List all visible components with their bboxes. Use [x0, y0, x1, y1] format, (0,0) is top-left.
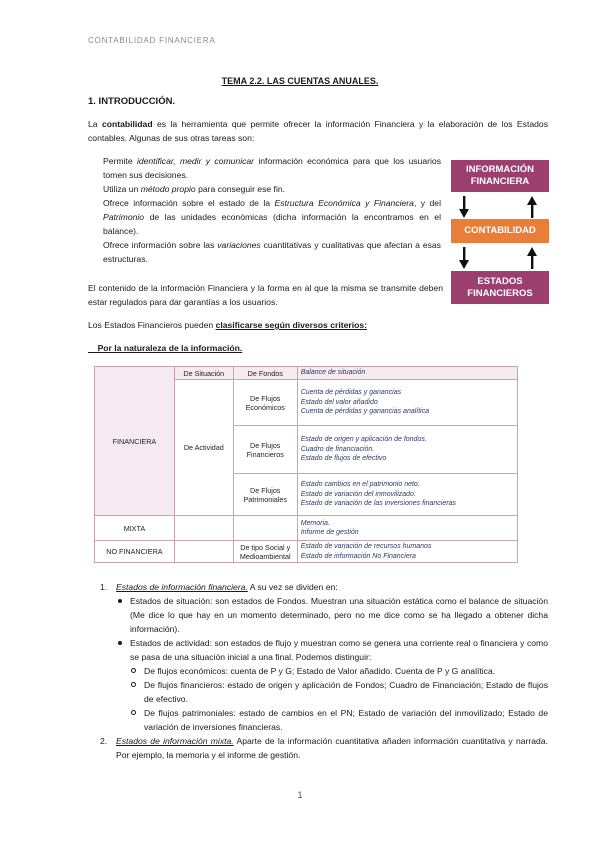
- table-cell: Balance de situación: [297, 367, 517, 380]
- table-cell: Estado de origen y aplicación de fondos. Cuadro de financiación. Estado de flujos de efectivo: [297, 426, 517, 474]
- arrow-down-icon: [459, 196, 469, 218]
- list-item: Utiliza un método propio para conseguir ese fin.: [103, 184, 286, 194]
- arrow-up-icon: [527, 247, 537, 269]
- diagram-estados-financieros-box: ESTADOS FINANCIEROS: [451, 271, 549, 304]
- table-cell: NO FINANCIERA: [95, 541, 175, 563]
- table-cell: Cuenta de pérdidas y ganancias Estado del valor añadido Cuenta de pérdidas y ganancias analítica: [297, 380, 517, 426]
- table-cell: MIXTA: [95, 516, 175, 541]
- tasks-list: [103, 154, 441, 266]
- list-item: Estados de actividad: son estados de flujo y muestran como se genera una corriente real o financiera y como se pasa de una situación inicial a una final. Podemos distinguir:: [100, 636, 548, 664]
- table-cell: De Actividad: [174, 380, 233, 516]
- subheading-naturaleza: Por la naturaleza de la información.: [97, 343, 243, 353]
- table-cell: [174, 516, 233, 541]
- table-cell: [174, 541, 233, 563]
- classification-paragraph: Los Estados Financieros pueden clasificarse según diversos criterios:: [88, 320, 367, 330]
- table-cell: [233, 516, 297, 541]
- list-item: Ofrece información sobre el estado de la Estructura Económica y Financiera, y del Patrimonio de las unidades económicas (dicha información la encontramos en el balance).: [103, 198, 441, 236]
- table-cell: Memoria. Informe de gestión: [297, 516, 517, 541]
- diagram-info-financiera-box: INFORMACIÓN FINANCIERA: [451, 160, 549, 192]
- list-item: De flujos financieros: estado de origen y aplicación de Fondos; Cuadro de Financiación; Estado de flujos de efectivo.: [100, 678, 548, 706]
- arrow-down-icon: [459, 247, 469, 269]
- table-cell: Estado de variación de recursos humanos Estado de información No Financiera: [297, 541, 517, 563]
- table-cell: Estado cambios en el patrimonio neto. Estado de variación del inmovilizado. Estado de variación de las inversiones financieras: [297, 474, 517, 516]
- table-cell: De Flujos Económicos: [233, 380, 297, 426]
- page-number: 1: [297, 790, 303, 800]
- arrow-up-icon: [527, 196, 537, 218]
- statements-list: [100, 580, 548, 762]
- section-heading: 1. INTRODUCCIÓN.: [88, 96, 176, 107]
- regulation-paragraph: El contenido de la información Financiera y la forma en al que la misma se transmite deben estar regulados para dar garantías a los usuarios.: [88, 283, 443, 307]
- list-item: 2. Estados de información mixta. Aparte de la información cuantitativa añaden información cuantitativa y narrada. Por ejemplo, la memoria y el informe de gestión.: [100, 736, 548, 760]
- table-cell: De Flujos Financieros: [233, 426, 297, 474]
- diagram-contabilidad-box: CONTABILIDAD: [451, 219, 549, 243]
- classification-table: [94, 366, 518, 563]
- table-cell: FINANCIERA: [95, 367, 175, 516]
- intro-paragraph: La contabilidad es la herramienta que permite ofrecer la información Financiera y la elaboración de los Estados contables. Algunas de sus otras tareas son:: [88, 119, 548, 143]
- table-cell: De Flujos Patrimoniales: [233, 474, 297, 516]
- list-item: De flujos económicos: cuenta de P y G; Estado de Valor añadido. Cuenta de P y G analítica.: [100, 664, 548, 678]
- list-item: Ofrece información sobre las variaciones cuantitativas y cualitativas que afectan a esas estructuras.: [103, 240, 441, 264]
- page-title: TEMA 2.2. LAS CUENTAS ANUALES.: [221, 76, 379, 86]
- list-item: De flujos patrimoniales: estado de cambios en el PN; Estado de variación del inmovilizado; Estado de variación de inversiones financieras.: [100, 706, 548, 734]
- table-cell: De Fondos: [233, 367, 297, 380]
- table-cell: De Situación: [174, 367, 233, 380]
- table-cell: De tipo Social y Medioambiental: [233, 541, 297, 563]
- running-header: CONTABILIDAD FINANCIERA: [88, 36, 216, 45]
- list-item: 1. Estados de información financiera. A su vez se dividen en:: [100, 582, 338, 592]
- list-item: Permite identificar, medir y comunicar información económica para que los usuarios tomen sus decisiones.: [103, 156, 441, 180]
- list-item: Estados de situación: son estados de Fondos. Muestran una situación estática como el balance de situación (Me dice lo que hay en un momento determinado, pero no me dice como se ha llegado a obtener dicha información).: [100, 594, 548, 636]
